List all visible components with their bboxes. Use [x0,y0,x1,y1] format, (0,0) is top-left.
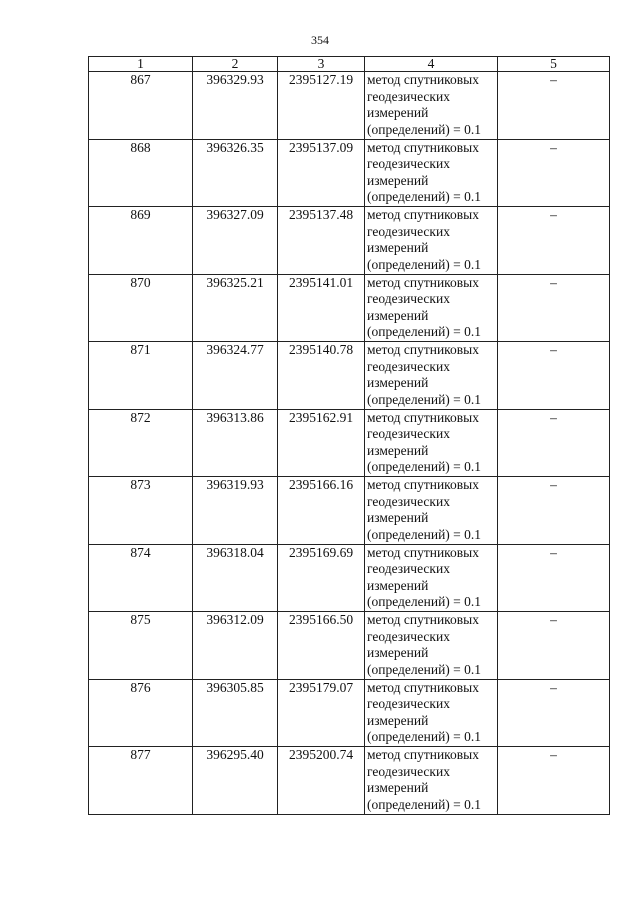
method-description: метод спутниковых геодезических измерений (определений) = 0.1 [365,544,498,612]
y-coordinate: 2395200.74 [278,747,365,815]
y-coordinate: 2395140.78 [278,342,365,410]
accuracy-dash: – [498,612,610,680]
y-coordinate: 2395166.16 [278,477,365,545]
point-number: 873 [89,477,193,545]
point-number: 870 [89,274,193,342]
accuracy-dash: – [498,679,610,747]
method-description: метод спутниковых геодезических измерений (определений) = 0.1 [365,342,498,410]
method-description: метод спутниковых геодезических измерений (определений) = 0.1 [365,207,498,275]
header-col-3: 3 [278,57,365,72]
method-description: метод спутниковых геодезических измерений (определений) = 0.1 [365,274,498,342]
y-coordinate: 2395166.50 [278,612,365,680]
table-row [89,207,610,275]
table-row [89,679,610,747]
accuracy-dash: – [498,477,610,545]
y-coordinate: 2395141.01 [278,274,365,342]
table-row [89,747,610,815]
header-col-4: 4 [365,57,498,72]
accuracy-dash: – [498,409,610,477]
coordinates-table [88,56,610,815]
x-coordinate: 396318.04 [193,544,278,612]
y-coordinate: 2395179.07 [278,679,365,747]
accuracy-dash: – [498,207,610,275]
x-coordinate: 396313.86 [193,409,278,477]
point-number: 868 [89,139,193,207]
x-coordinate: 396329.93 [193,72,278,140]
accuracy-dash: – [498,544,610,612]
table-row [89,274,610,342]
table-header [89,57,610,72]
table-row [89,477,610,545]
point-number: 874 [89,544,193,612]
point-number: 872 [89,409,193,477]
table-row [89,544,610,612]
table-row [89,342,610,410]
x-coordinate: 396295.40 [193,747,278,815]
point-number: 869 [89,207,193,275]
method-description: метод спутниковых геодезических измерений (определений) = 0.1 [365,139,498,207]
x-coordinate: 396305.85 [193,679,278,747]
method-description: метод спутниковых геодезических измерений (определений) = 0.1 [365,612,498,680]
table-row [89,612,610,680]
accuracy-dash: – [498,747,610,815]
point-number: 867 [89,72,193,140]
x-coordinate: 396312.09 [193,612,278,680]
header-col-5: 5 [498,57,610,72]
accuracy-dash: – [498,139,610,207]
x-coordinate: 396327.09 [193,207,278,275]
x-coordinate: 396319.93 [193,477,278,545]
accuracy-dash: – [498,274,610,342]
header-col-2: 2 [193,57,278,72]
y-coordinate: 2395169.69 [278,544,365,612]
point-number: 875 [89,612,193,680]
table-row [89,139,610,207]
table-row [89,72,610,140]
method-description: метод спутниковых геодезических измерений (определений) = 0.1 [365,409,498,477]
y-coordinate: 2395127.19 [278,72,365,140]
x-coordinate: 396325.21 [193,274,278,342]
header-col-1: 1 [89,57,193,72]
y-coordinate: 2395162.91 [278,409,365,477]
page-number: 354 [311,33,329,47]
method-description: метод спутниковых геодезических измерений (определений) = 0.1 [365,679,498,747]
method-description: метод спутниковых геодезических измерений (определений) = 0.1 [365,747,498,815]
accuracy-dash: – [498,342,610,410]
method-description: метод спутниковых геодезических измерений (определений) = 0.1 [365,477,498,545]
point-number: 877 [89,747,193,815]
y-coordinate: 2395137.48 [278,207,365,275]
point-number: 871 [89,342,193,410]
table-row [89,409,610,477]
x-coordinate: 396326.35 [193,139,278,207]
method-description: метод спутниковых геодезических измерений (определений) = 0.1 [365,72,498,140]
point-number: 876 [89,679,193,747]
x-coordinate: 396324.77 [193,342,278,410]
header-row [89,57,610,72]
accuracy-dash: – [498,72,610,140]
table-body [89,72,610,815]
y-coordinate: 2395137.09 [278,139,365,207]
